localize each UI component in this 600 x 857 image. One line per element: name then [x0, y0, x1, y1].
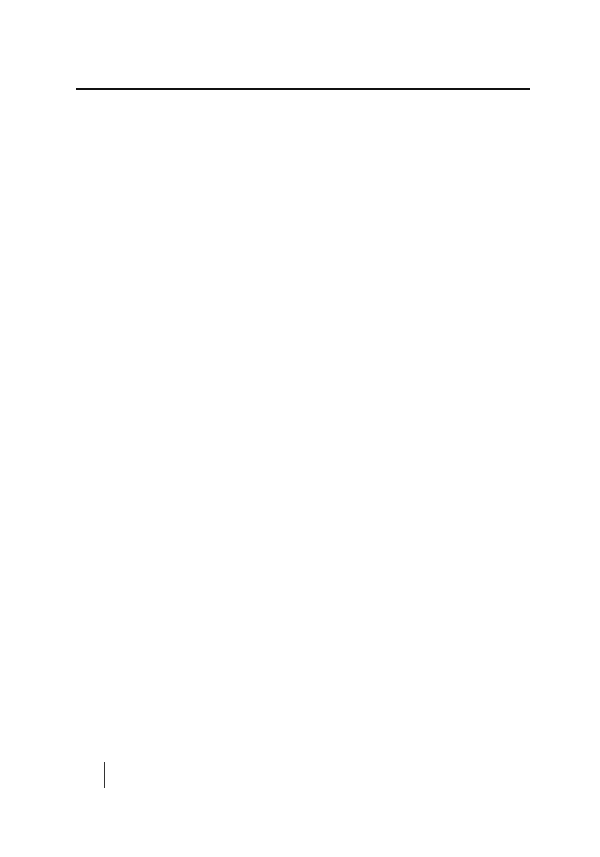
header-divider [76, 88, 530, 90]
folio-divider [104, 762, 105, 788]
running-header [76, 64, 530, 88]
